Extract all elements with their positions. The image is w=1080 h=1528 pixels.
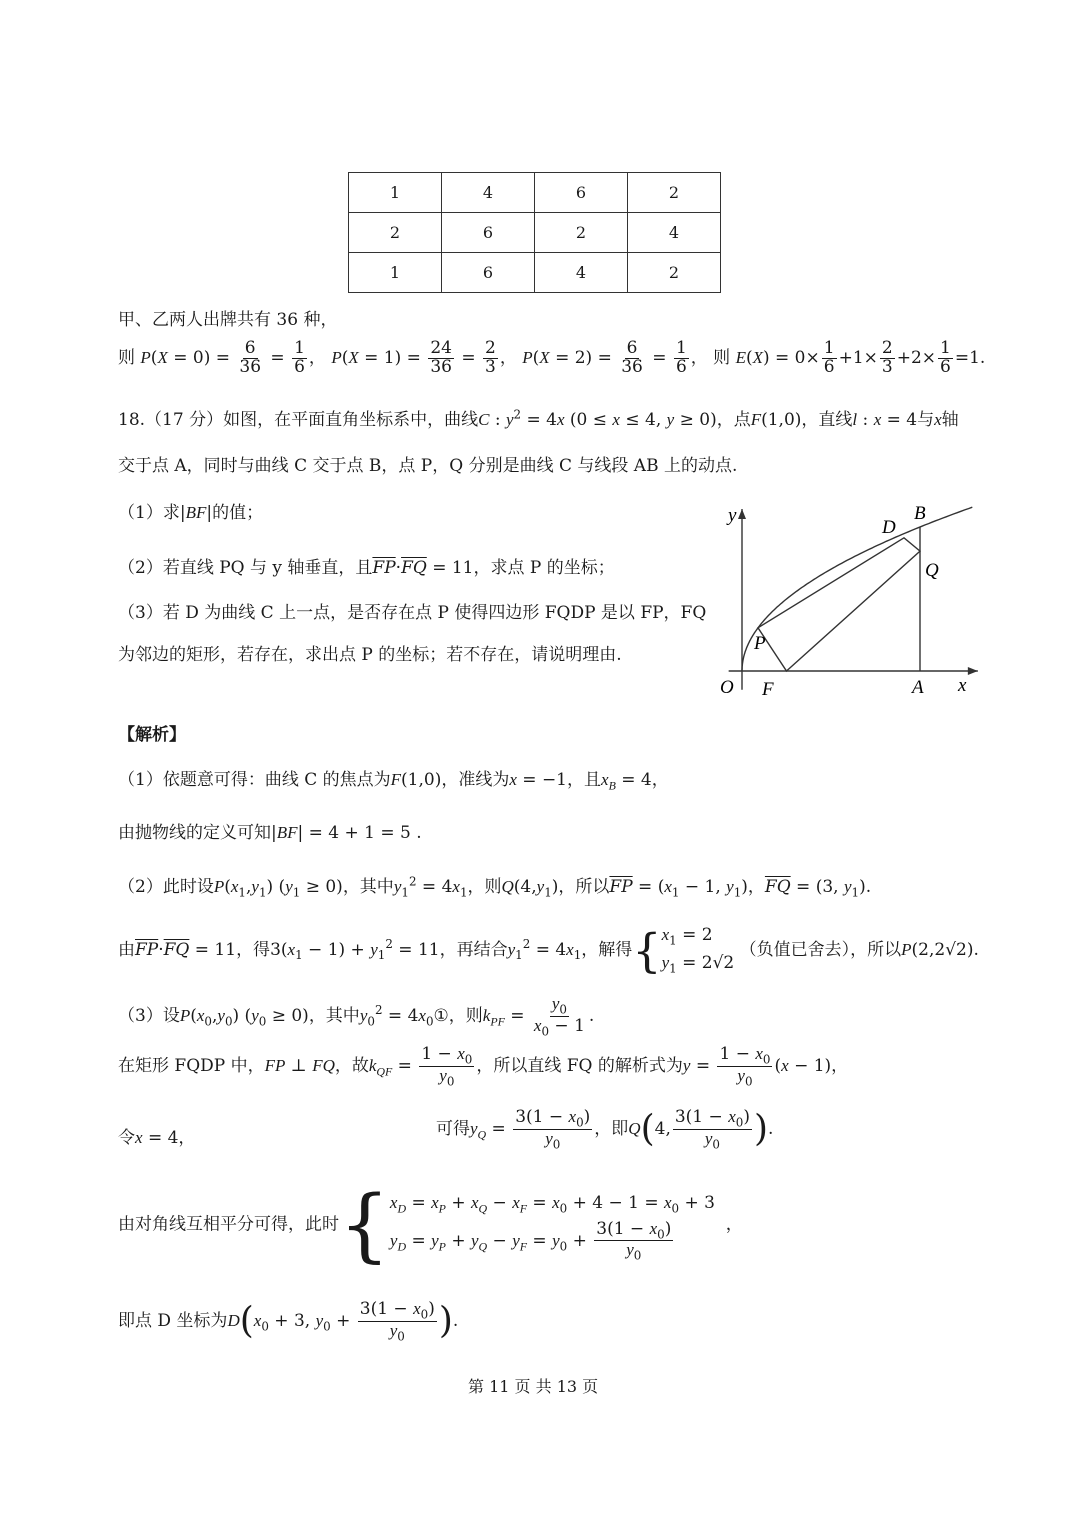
parabola-curve [742,507,972,671]
sol2-text-b: ，其中 [342,877,394,897]
q18-part1: （1）求|BF|的值； [118,503,264,523]
label-y: y [728,505,737,526]
sol1-text-c: ，且 [567,770,602,790]
x-axis-arrow [968,667,978,675]
label-x: x [958,675,967,696]
prob-prefix: 则 [118,347,135,368]
expect-prefix: 则 [713,347,731,368]
sol3-line1: （3）设$P(x_0,y_0) (y_0 \ge 0)$，其中$y_0^2$ = $4x_0①$，则$k_{PF}$ = $\frac{y_0}{x_0 - 1}$ . [118,994,595,1039]
q18-line2: 交于点 A，同时与曲线 C 交于点 B，点 P，Q 分别是曲线 C 与线段 AB 上的动点. [118,456,738,476]
table-row [349,213,721,253]
table-cell: 1 [349,253,442,293]
table-cell: 4 [628,213,721,253]
table-cell: 4 [535,253,628,293]
sol1-text-a: （1）依题意可得：曲线 C 的焦点为 [118,770,391,790]
analysis-title: 【解析】 [118,725,186,745]
label-O: O [720,677,734,698]
table-cell: 6 [442,253,535,293]
table-cell: 6 [535,173,628,213]
rectangle-FQDP [758,538,920,671]
sol2-text-a: （2）此时设 [118,877,214,897]
sol1-text-b: ，准线为 [441,770,510,790]
parabola-figure [700,495,990,715]
q18-part3-line2: 为邻边的矩形，若存在，求出点 P 的坐标；若不存在，请说明理由. [118,645,622,665]
sol3-l5-text: 即点 D 坐标为 [118,1310,228,1331]
sol2-l2-c: ，再结合 [439,939,508,960]
q18-text-a: 18.（17 分）如图，在平面直角坐标系中，曲线 [118,410,479,430]
sol3-line3-b: 可得$y_Q$ = $\frac{3(1 - x_0)}{y_0}$ ，即Q(4, $\frac{3(1 - x_0)}{y_0}$ ). [436,1107,774,1152]
table-cell: 1 [349,173,442,213]
sol3-line5: 即点 D 坐标为$D(x_0 + 3$, $y_0$ + $\frac{3(1 - x_0)}{y_0}$ ). [118,1299,459,1344]
q18-part2-end: ，求点 P 的坐标； [473,558,615,578]
q18-part2: （2）若直线 PQ 与 y 轴垂直，且$\overline{FP}\cdot\overline{FQ} = 11$，求点 P 的坐标； [118,558,615,578]
table-row [349,173,721,213]
sol1-line2-text: 由抛物线的定义可知 [118,823,271,843]
page-footer: 第 11 页 共 13 页 [468,1377,599,1396]
label-F: F [762,679,774,700]
q18-part1-text: （1）求 [118,503,180,523]
sol3-line2: 在矩形 FQDP 中，FP ⊥ FQ，故$k_{QF}$ = $\frac{1 - x_0}{y_0}$ ，所以直线 FQ 的解析式为y = $\frac{1 - x_0}{y_0}$ (x − 1)， [118,1044,849,1089]
q18-text-b: ，点 [716,410,751,430]
label-P: P [754,633,766,654]
label-A: A [912,677,924,698]
sol3-l4-text: 由对角线互相平分可得，此时 [118,1214,339,1235]
label-Q: Q [925,560,939,581]
sol3-text-b: ，其中 [308,1005,360,1026]
label-B: B [914,503,926,524]
table-cell: 2 [349,213,442,253]
sol3-l3-b: 可得 [436,1118,470,1139]
sol3-l2-a: 在矩形 FQDP 中， [118,1055,265,1076]
sol3-l3-c: ，即 [594,1118,629,1139]
probability-line: 则 P(X = 0) = $\frac{6}{36}$ = $\frac{1}{6}$ ， P(X = 1) = $\frac{24}{36}$ = $\frac{2}{3}$ ， P(X = 2) = $\frac{6}{36}$ = $\frac{1}{6}$ ， 则 E(X) = 0× $\frac{1}{6}$ +1× $\frac{2}{3}$ +2× $\frac{1}{6}$ =1. [118,338,986,377]
sol3-text-c: ，则 [448,1005,483,1026]
sol2-line2: 由$\overline{FP}\cdot\overline{FQ} = 11$，得$3(x_1 - 1) + y_1^2 = 11$，再结合$y_1^2 = 4x_1$，解得{ $x_1 = 2$ $y_1 = 2√2$ （负值已舍去），所以P(2,2√2). [118,923,979,978]
sol2-text-d: ，所以 [558,877,610,897]
table-row [349,253,721,293]
table-cell: 2 [628,253,721,293]
q18-line1: 18.（17 分）如图，在平面直角坐标系中，曲线C : $y^2 = 4x$ (0 ≤ x ≤ 4, y ≥ 0)，点F(1,0)，直线l : x = 4与x轴 [118,407,959,430]
table-cell: 2 [535,213,628,253]
total-ways-line: 甲、乙两人出牌共有 36 种， [118,310,338,330]
q18-part2-text: （2）若直线 PQ 与 y 轴垂直，且 [118,558,373,578]
outcome-table [348,172,721,293]
sol2-line1: （2）此时设$P(x_1,y_1) (y_1 \ge 0)$，其中$y_1^2 = 4x_1$，则$Q(4,y_1)$，所以$\overline{FP} = (x_1 - 1$, $y_1$)，$\overline{FQ} = (3$, $y_1$). [118,874,872,900]
q18-text-d: 与 [917,410,935,430]
table-cell: 4 [442,173,535,213]
sol1-line2: 由抛物线的定义可知|BF| = 4 + 1 = 5 . [118,823,422,843]
sol2-l2-b: ，得 [236,939,271,960]
table-cell: 6 [442,213,535,253]
sol3-l3-a: 令 [118,1128,135,1148]
sol1-line1: （1）依题意可得：曲线 C 的焦点为F(1,0)，准线为x = −1，且$x_B = 4$， [118,770,669,793]
sol3-line3-a: 令x = 4， [118,1128,196,1148]
table-cell: 2 [628,173,721,213]
sol3-l2-b: ，故 [334,1055,369,1076]
sol3-l2-c: ，所以直线 FQ 的解析式为 [476,1055,683,1076]
sol2-l2-a: 由 [118,939,135,960]
label-D: D [882,517,896,538]
sol2-text-c: ，则 [467,877,502,897]
q18-text-c: ，直线 [801,410,853,430]
q18-part3-line1: （3）若 D 为曲线 C 上一点，是否存在点 P 使得四边形 FQDP 是以 FP，FQ [118,603,707,623]
sol2-l2-d: ，解得 [581,939,633,960]
sol2-l2-e: （负值已舍去），所以 [739,939,902,960]
sol3-text-a: （3）设 [118,1005,180,1026]
q18-part1-end: 的值； [212,503,264,523]
sol3-line4: 由对角线互相平分可得，此时{ $x_D = x_P + x_Q - x_F = x_0 + 4 - 1 = x_0 + 3$ $y_D = y_P + y_Q - y_F = y_0$ + $\frac{3(1 - x_0)}{y_0}$ ， [118,1178,743,1271]
y-axis-arrow [738,509,746,519]
q18-text-e: 轴 [941,410,959,430]
